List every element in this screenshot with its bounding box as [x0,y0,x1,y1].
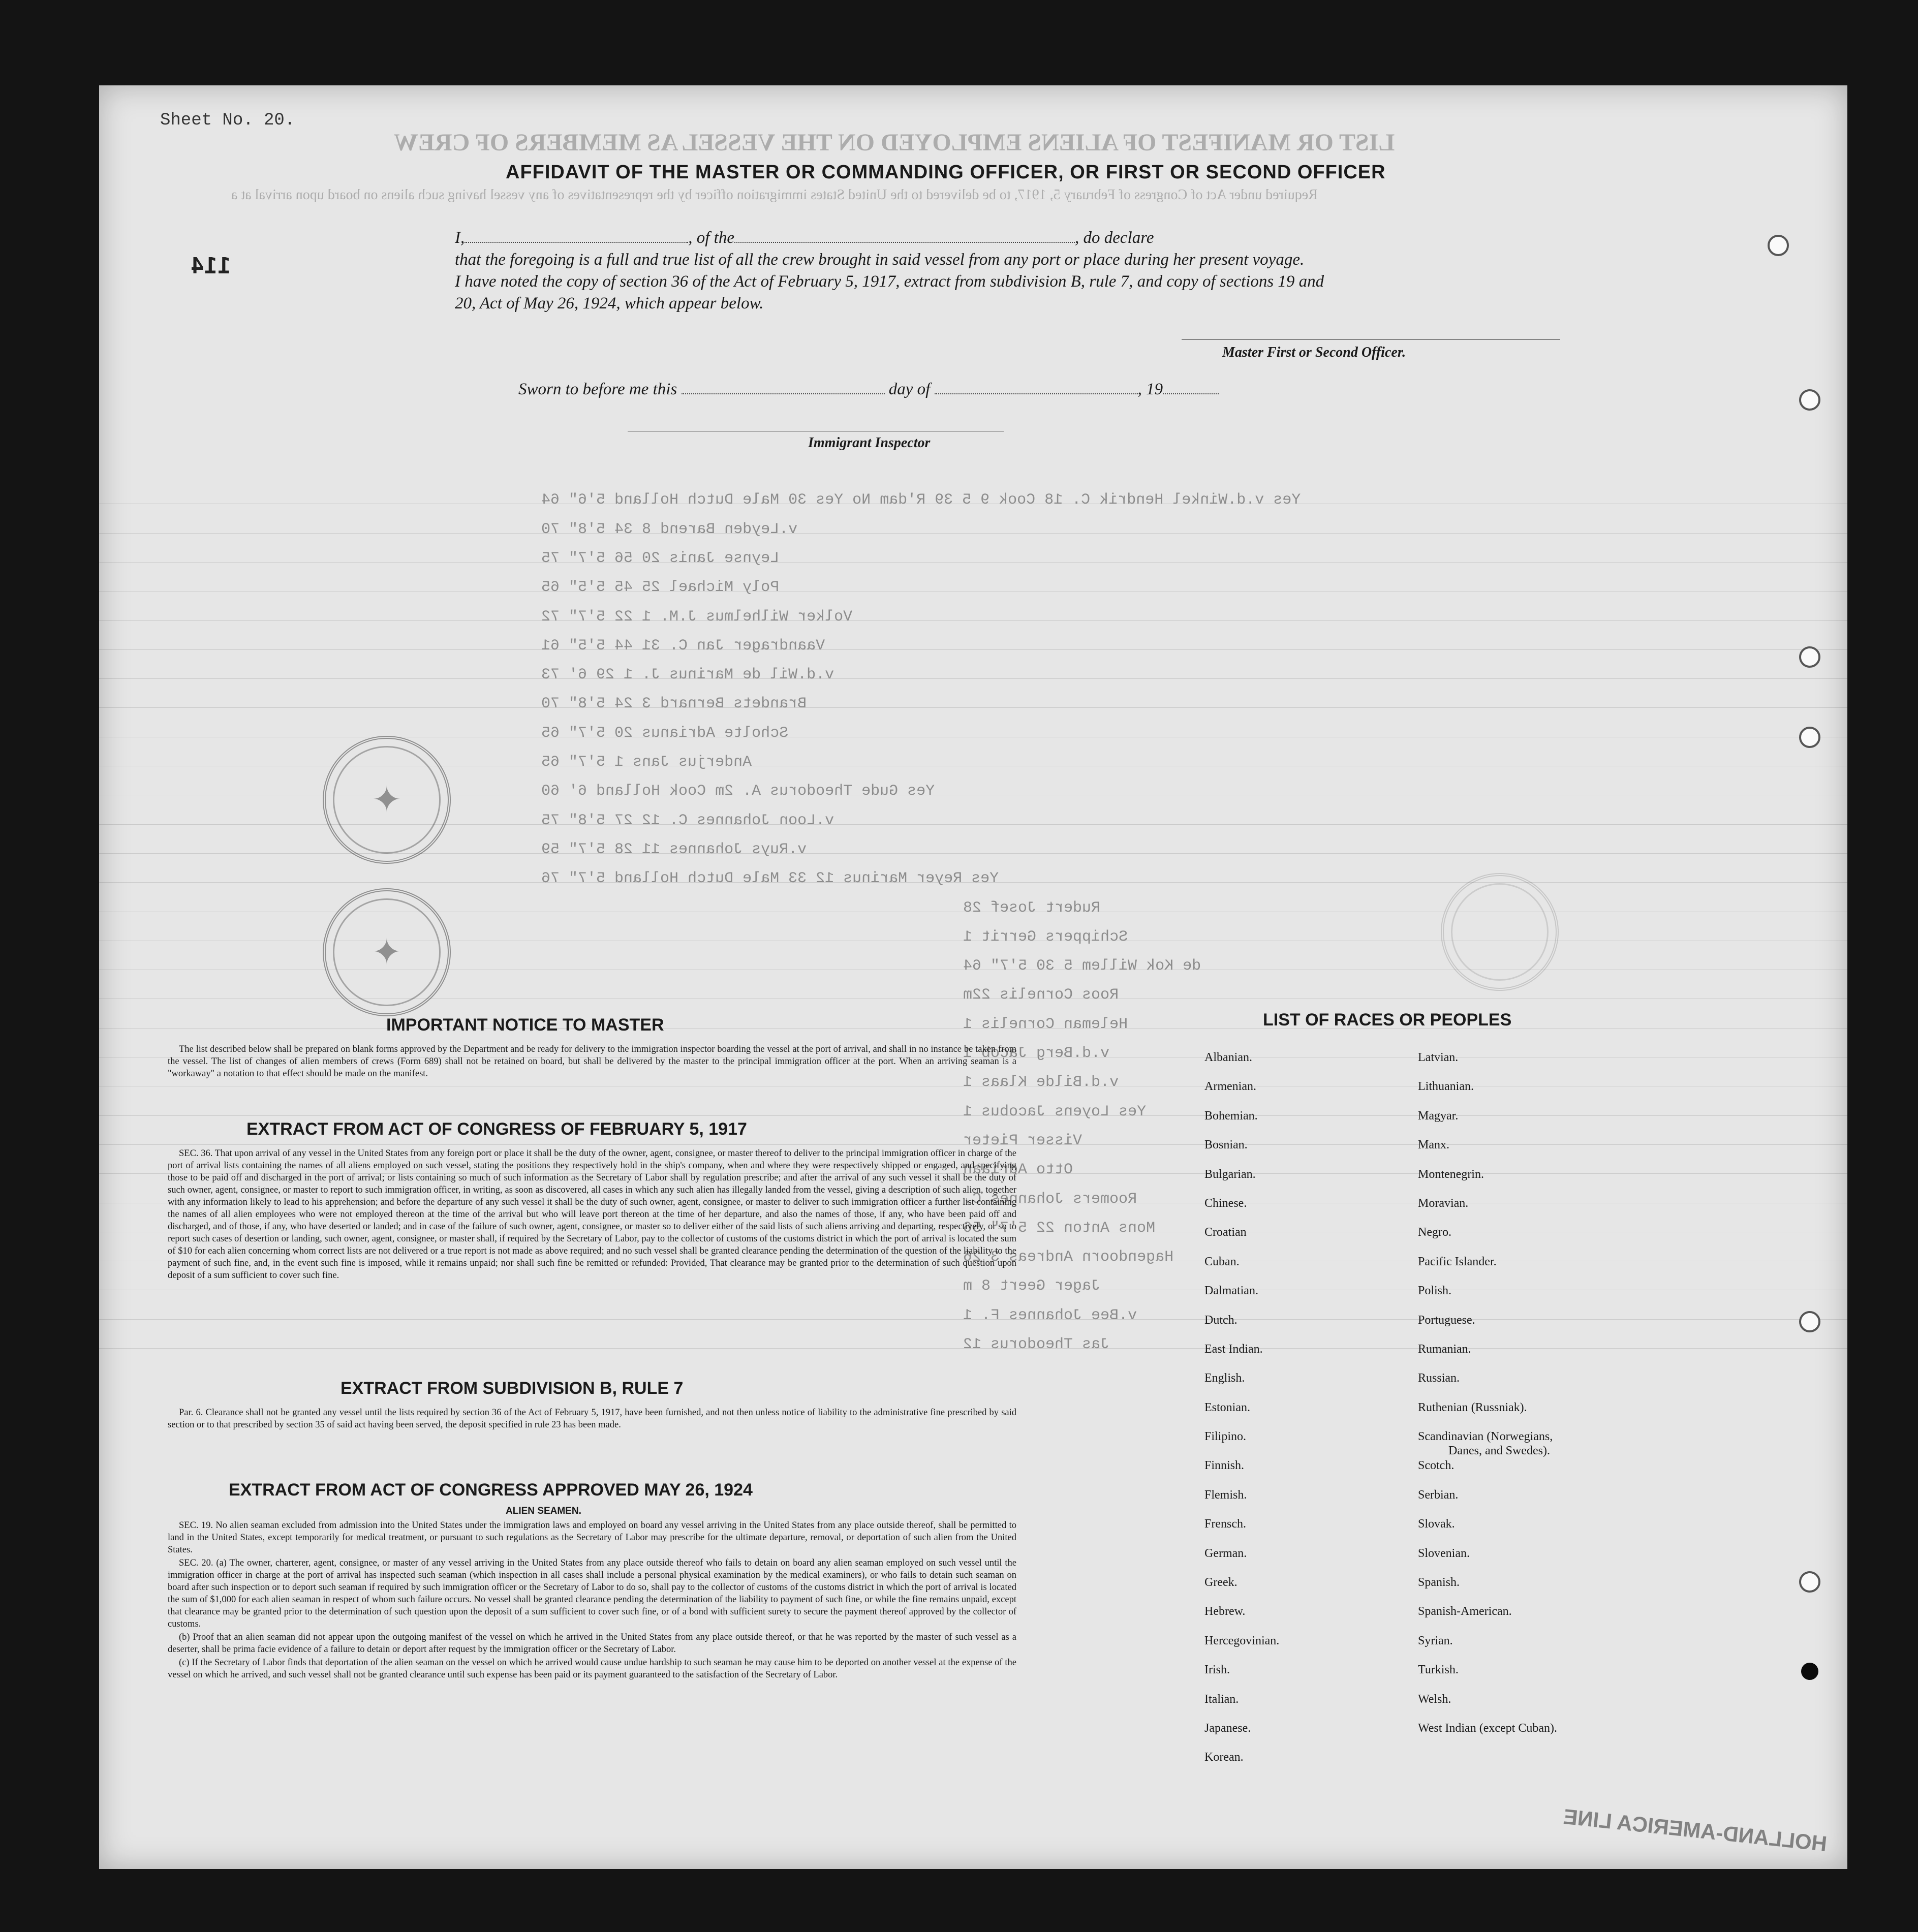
bleed-row-text: Roos Cornelis 22m [963,986,1119,1004]
bleed-row-text: v.Ruys Johannes 11 28 5'7" 59 [541,840,807,858]
race-item: Korean. [1204,1751,1244,1764]
race-item: Bosnian. [1204,1138,1248,1152]
race-item: Portuguese. [1418,1313,1475,1327]
bleed-row-text: Poly Michael 25 45 5'5" 65 [541,579,780,597]
race-item: Slovenian. [1418,1546,1470,1560]
race-item: Cuban. [1204,1255,1240,1268]
bleed-row-text: v.d.Bilde Klaas 1 [963,1074,1119,1092]
punch-hole [1799,646,1820,668]
bleed-row [99,549,1847,567]
bleed-row-text: Scholte Adrianus 20 5'7" 65 [541,724,789,742]
inspector-label: Immigrant Inspector [808,435,931,451]
punch-hole [1799,1311,1820,1332]
race-item: Moravian. [1418,1196,1469,1210]
master-label: Master First or Second Officer. [1222,345,1406,360]
consulate-stamp-upper: ✦ [323,736,451,864]
race-item: Dalmatian. [1204,1284,1258,1298]
race-item: Welsh. [1418,1692,1451,1706]
race-item: Irish. [1204,1663,1230,1677]
race-item: Spanish-American. [1418,1605,1512,1618]
bleed-row-text: Brandets Bernard 3 24 5'8" 70 [541,695,807,713]
bleed-row-text: v.d.Berg Jacob 1 [963,1045,1110,1062]
race-item-continuation: Danes, and Swedes). [1448,1444,1550,1458]
race-item: Negro. [1418,1226,1451,1239]
bleed-row-text: Jas Theodorus 12 [963,1336,1110,1353]
extract-1924-subtitle: ALIEN SEAMEN. [506,1506,581,1516]
race-item: Italian. [1204,1692,1239,1706]
race-item: Estonian. [1204,1400,1250,1414]
handwritten-number: 114 [191,253,231,279]
race-item: Croatian [1204,1226,1247,1239]
consulate-stamp-lower: ✦ [323,888,451,1016]
race-item: Greek. [1204,1576,1238,1590]
bleed-row [99,520,1847,538]
affidavit-line-2: that the foregoing is a full and true list of all the crew brought in said vessel from any port or place during her present voyage. [455,251,1305,269]
bleed-row-text: Hagendoorn Andreas 3 26 [963,1249,1174,1266]
affidavit-line-3: I have noted the copy of section 36 of the Act of February 5, 1917, extract from subdivision B, rule 7, and copy of sections 19 and [455,272,1324,291]
bleed-row-text: Leynse Janis 20 56 5'7" 75 [541,549,780,567]
race-item: Latvian. [1418,1051,1459,1064]
bleed-row-text: Anderjus Jans 1 5'7" 65 [541,754,752,771]
race-item: West Indian (except Cuban). [1418,1721,1557,1735]
bleed-row-text: Schippers Gerrit 1 [963,928,1128,946]
notice-title: IMPORTANT NOTICE TO MASTER [386,1015,664,1035]
bleed-row-text: v.Loon Johannes C. 12 27 5'8" 75 [541,812,834,829]
extract-1917-title: EXTRACT FROM ACT OF CONGRESS OF FEBRUARY 5, 1917 [246,1119,747,1139]
bleed-row-text: Yes Gude Theodorus A. 2m Cook Holland 6' 60 [541,783,935,800]
race-item: Rumanian. [1418,1342,1471,1356]
race-item: Flemish. [1204,1488,1247,1502]
punch-hole [1799,389,1820,411]
affidavit-line-4: 20, Act of May 26, 1924, which appear below. [455,294,764,313]
sworn-line: Sworn to before me this day of , 19 [518,380,1219,399]
race-item: Polish. [1418,1284,1452,1298]
extract-1924-text: SEC. 19. No alien seaman excluded from admission into the United States under the immigration laws and employed on board any vessel arriving in the United States from any place outside thereof, shall be permitted to land in the United States, except temporarily for medical treatment, or pursuant to such regulations as the Secretary of Labor may prescribe for the ultimate departure, removal, or deportation of such alien from the United States. SEC. 20. (a) The owner, charterer, agent, consignee, or master of any vessel arriving in the United States from any place outside thereof who fails to detain on board any alien seaman employed on such vessel until the immigration officer in charge at the port of arrival has inspected such seaman (which inspection in all cases shall include a personal physical examination by the medical examiners), or who fails to detain such seaman on board after such inspection or to deport such seaman if required by such immigration officer or the Secretary of Labor to do so, shall pay to the collector of customs of the customs district in which the port of arrival is located the sum of $1,000 for each alien seaman in respect of whom such failure occurs. No vessel shall be granted clearance pending the determination of the liability to payment of such fine, or while the fine remains unpaid, except that clearance may be granted prior to the determination of such question upon the deposit of a sum sufficient to cover such fine, or of a bond with sufficient surety to secure the payment thereof approved by the collector of customs. (b) Proof that an alien seaman did not appear upon the outgoing manifest of the vessel on which he arrived in the United States from any place outside thereof, or that he was reported by the master of such vessel as a deserter, shall be prima facie evidence of a failure to detain or deport after request by the immigration officer or the Secretary of Labor. (c) If the Secretary of Labor finds that deportation of the alien seaman on the vessel on which he arrived would cause undue hardship to such seaman he may cause him to be deported on another vessel at the expense of the vessel on which he arrived, and such vessel shall not be granted clearance until such expense has been paid or its payment guaranteed to the satisfaction of the Secretary of Labor. [168,1520,1016,1680]
race-item: Syrian. [1418,1634,1453,1647]
race-item: East Indian. [1204,1342,1263,1356]
bleed-row [99,870,1847,888]
bleed-row-text: Visser Pieter [963,1132,1082,1149]
race-item-label: Scandinavian (Norwegians, [1418,1430,1553,1444]
race-item: English. [1204,1372,1245,1385]
bleed-row [99,666,1847,684]
race-item: Japanese. [1204,1721,1251,1735]
bleed-header: LIST OR MANIFEST OF ALIENS EMPLOYED ON THE VESSEL AS MEMBERS OF CREW [394,129,1395,156]
bleed-row-text: Yes Reyer Marinus 12 33 Male Dutch Holland 5'7" 76 [541,870,999,888]
affidavit-title: AFFIDAVIT OF THE MASTER OR COMMANDING OFFICER, OR FIRST OR SECOND OFFICER [506,162,1386,183]
race-item: Dutch. [1204,1313,1238,1327]
race-item: Scotch. [1418,1459,1455,1473]
race-item: Russian. [1418,1372,1460,1385]
bleed-row-text: v.d.Wil de Marinus J. 1 29 6' 73 [541,666,834,684]
extract-rule7-title: EXTRACT FROM SUBDIVISION B, RULE 7 [341,1379,684,1398]
race-item: Chinese. [1204,1196,1247,1210]
bleed-row-text: Volker Wilhelmus J.M. 1 22 5'7" 72 [541,608,853,626]
notice-text: The list described below shall be prepared on blank forms approved by the Department and be ready for delivery to the immigration inspector boarding the vessel at the port of arrival, and shall in no instance be taken from the vessel. The list of changes of alien members of crews (Form 689) shall not be retained on board, but shall be delivered by the master to the principal immigration officer at the port. When an arriving seaman is a "workaway" a notation to that effect should be made on the manifest. [168,1044,1016,1079]
punch-hole [1799,727,1820,748]
race-item: Filipino. [1204,1430,1247,1444]
race-item: German. [1204,1546,1247,1560]
races-left-column [1204,1051,1279,1780]
sheet-number: Sheet No. 20. [160,111,295,130]
bleed-row-text: Jager Geert 8 m [963,1277,1101,1295]
races-title: LIST OF RACES OR PEOPLES [1263,1010,1512,1030]
extract-rule7-text: Par. 6. Clearance shall not be granted any vessel until the lists required by section 36 of the Act of February 5, 1917, have been furnished, and not then unless notice of liability to the administrative fine prescribed by said section or to that prescribed by section 35 of said act having been served, the deposit specified in rule 23 has been made. [168,1408,1016,1430]
bleed-row-text: Otto Adriaan [963,1161,1073,1179]
race-item: Hercegovinian. [1204,1634,1280,1647]
race-item: Montenegrin. [1418,1167,1484,1181]
bleed-row-text: v.Bee Johannes F. 1 [963,1306,1137,1324]
bleed-row [99,637,1847,655]
bleed-row-text: Roomers Johannes C. [963,1190,1137,1208]
race-item: Spanish. [1418,1576,1460,1590]
company-stamp-faint [1441,873,1559,991]
race-item: Lithuanian. [1418,1080,1474,1094]
manifest-sheet [99,85,1847,1869]
extract-1917-text: SEC. 36. That upon arrival of any vessel in the United States from any foreign port or place it shall be the duty of the owner, agent, consignee, or master thereof to deliver to the principal immigration officer in charge of the port of arrival lists containing the names of all aliens employed on such vessel, stating the positions they respectively hold in the ship's company, when and where they were respectively shipped or engaged, and specifying those to be paid off and discharged in the port of arrival; or lists containing so much of such information as the Secretary of Labor shall by regulation prescribe; and after the arrival of any such vessel it shall be the duty of such owner, agent, consignee, or master to report to such immigration officer, in writing, as soon as discovered, all cases in which any such alien has illegally landed from the vessel, giving a description of such alien, together with any information likely to lead to his apprehension; and before the departure of any such vessel it shall be the duty of such owner, agent, consignee, or master to deliver to such immigration officer a further list containing the names of all alien employees who were not employed thereon at the time of the arrival but who will leave port thereon at the time of her departure, and also the names of those, if any, who have been paid off and discharged, and of those, if any, who have deserted or landed; and in case of the failure of such owner, agent, consignee, or master so to deliver either of the said lists of such aliens arriving and departing, respectively, or so to report such cases of desertion or landing, such owner, agent, consignee, or master shall, if required by the Secretary of Labor, pay to the collector of customs of the customs district in which the port of arrival is located the sum of $10 for each alien concerning whom correct lists are not delivered or a true report is not made as above required; and no such vessel shall be granted clearance pending the determination of the question of the liability to the payment of such fine, and, in the event such fine is imposed, while it remains unpaid; nor shall such fine be remitted or refunded: Provided, That clearance may be granted prior to the determination of such question upon deposit of a sum sufficient to cover such fine. [168,1148,1016,1281]
race-item: Turkish. [1418,1663,1459,1677]
race-item: Albanian. [1204,1051,1252,1064]
punch-hole [1768,235,1789,256]
race-item: Bulgarian. [1204,1167,1256,1181]
race-item: Bohemian. [1204,1109,1258,1123]
bleed-subheader: Required under Act of Congress of February 5, 1917, to be delivered to the United States immigration officer by the representatives of any vessel having such aliens on board upon arrival at a [231,187,1318,203]
extract-1924-title: EXTRACT FROM ACT OF CONGRESS APPROVED MAY 26, 1924 [229,1480,753,1500]
bleed-row [99,608,1847,626]
company-stamp-bleed: HOLLAND-AMERICA LINE [1562,1804,1829,1856]
bleed-row-text: Yes Loyens Jacobus 1 [963,1103,1147,1120]
bleed-row-text: v.Leyden Barend 8 34 5'8" 70 [541,520,798,538]
affidavit-line-1: I, , of the , do declare [455,229,1154,247]
bleed-row-text: Heleman Cornelis 1 [963,1015,1128,1033]
bleed-row-text: de Kok Willem 5 30 5'7" 64 [963,957,1201,975]
bleed-row [99,695,1847,713]
master-signature-line [1182,339,1560,340]
race-item: Armenian. [1204,1080,1256,1094]
race-item: Serbian. [1418,1488,1459,1502]
race-item: Slovak. [1418,1517,1455,1531]
bleed-row-text: Mons Anton 22 5'7" 56 [963,1219,1156,1237]
race-item: Hebrew. [1204,1605,1246,1618]
race-item: Magyar. [1418,1109,1459,1123]
race-item [1418,1430,1557,1459]
race-item: Pacific Islander. [1418,1255,1497,1268]
race-item: Finnish. [1204,1459,1245,1473]
bleed-row-text: Rudert Josef 28 [963,899,1101,917]
race-item: Ruthenian (Russniak). [1418,1400,1527,1414]
punch-hole [1799,1571,1820,1593]
race-item: Frensch. [1204,1517,1246,1531]
race-item: Manx. [1418,1138,1449,1152]
punch-hole [1801,1663,1818,1680]
bleed-row-text: Vaandrager Jan C. 31 44 5'5" 61 [541,637,825,655]
bleed-row-text: Yes v.d.Winkel Hendrik C. 18 Cook 9 5 39 R'dam No Yes 30 Male Dutch Holland 5'6" 64 [541,491,1301,509]
races-right-column [1418,1051,1557,1751]
